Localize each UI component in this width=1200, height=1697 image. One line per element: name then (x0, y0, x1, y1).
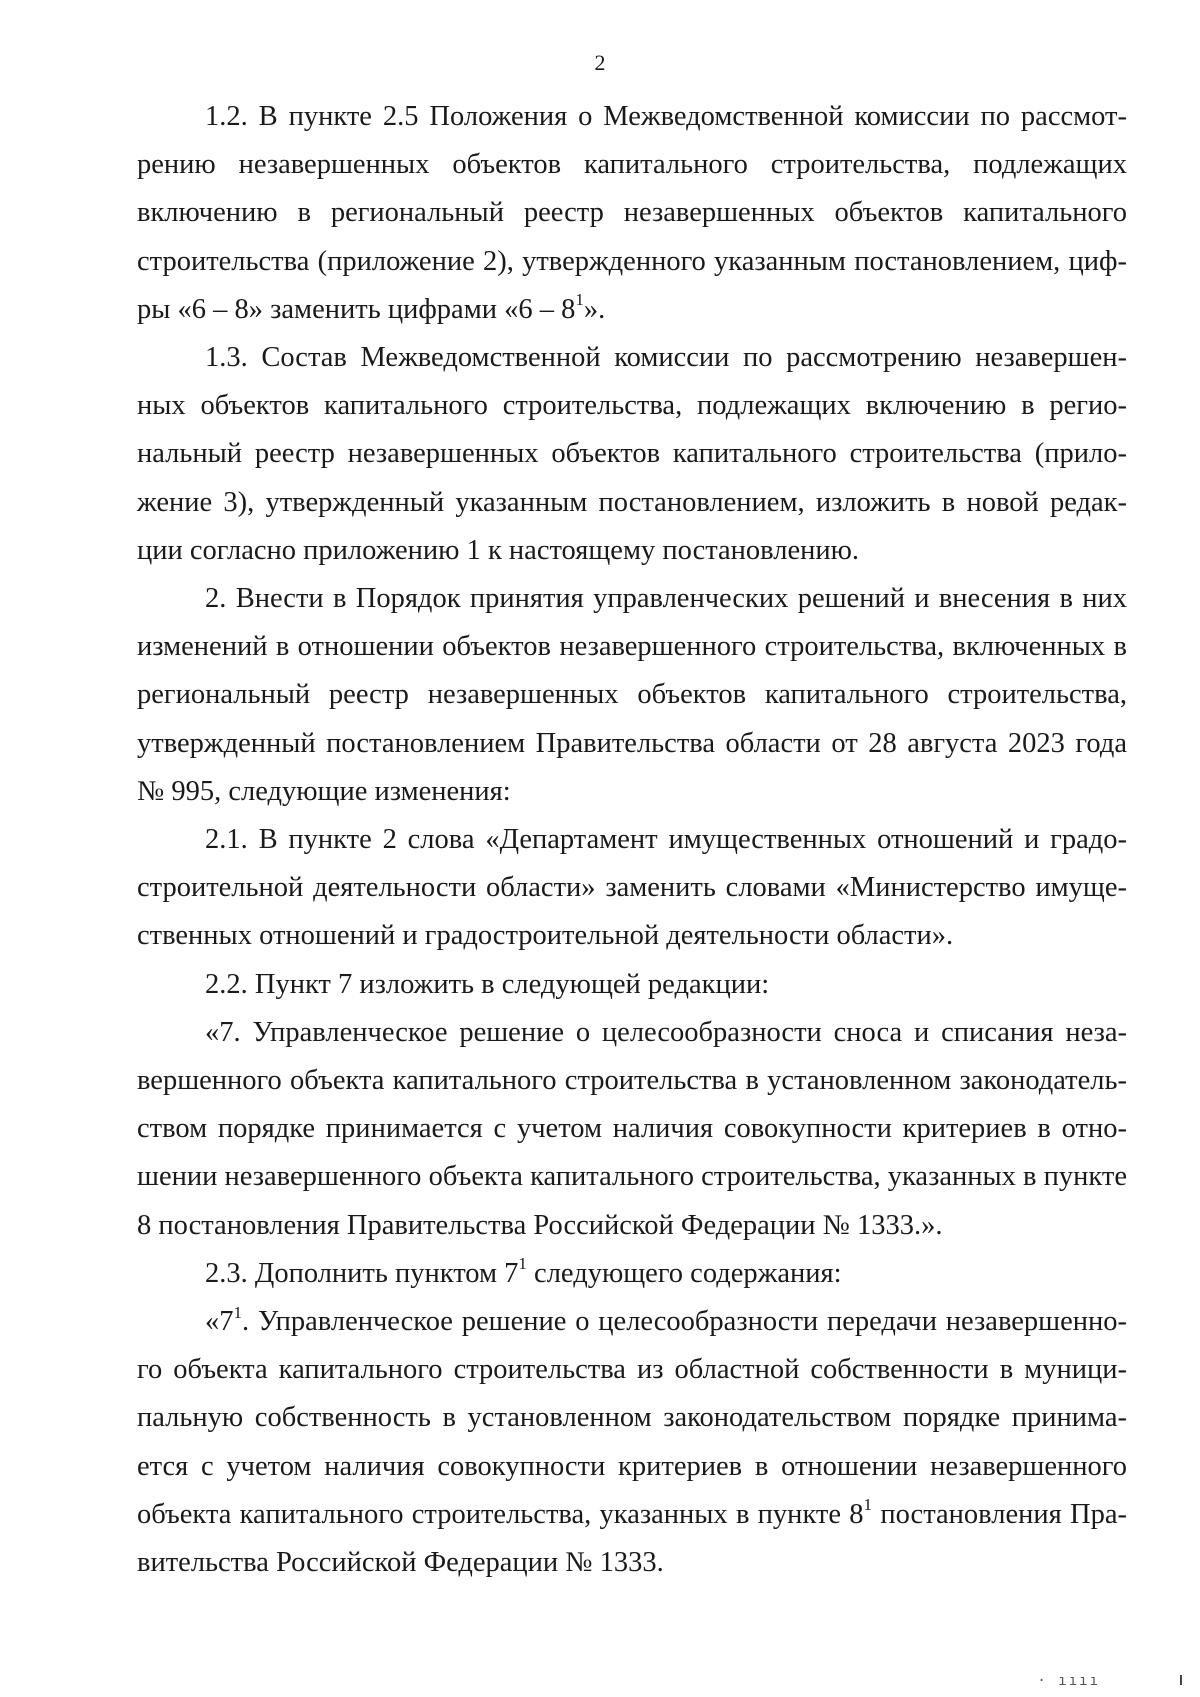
paragraph-1-2: 1.2. В пункте 2.5 Положения о Межведомственной комиссии по рассмотрению незавершенных объектов капитального строительства, подлежащих включению в региональный реестр незавершенных объектов капитального строительства (приложение 2), утвержденного указанным постановлением, цифры «6 – 8» заменить цифрами «$6 - 8^1$». (137, 101, 1127, 325)
paragraph-point-7-1-quote: «$7^1$. Управленческое решение о целесообразности передачи незавершенного объекта капитального строительства из областной собственности в муниципальную собственность в установленном законодательством порядке принимается с учетом наличия совокупности критериев в отношении незавершенного объекта капитального строительства, указанных в пункте $8^1$ постановления Правительства Российской Федерации № 1333. (137, 1302, 1127, 1579)
paragraph-2-2: 2.2. Пункт 7 изложить в следующей редакции: (205, 968, 770, 1000)
page-number: 2 (594, 50, 606, 75)
paragraph-1-3: 1.3. Состав Межведомственной комиссии по рассмотрению незавершенных объектов капитального строительства, подлежащих включению в региональный реестр незавершенных объектов капитального строительства (приложение 3), утвержденный указанным постановлением, изложить в новой редакции согласно приложению 1 к настоящему постановлению. (137, 342, 1127, 566)
superscript: 1 (518, 1254, 527, 1274)
superscript: 1 (863, 1495, 873, 1515)
paragraph-2-1: 2.1. В пункте 2 слова «Департамент имущественных отношений и градостроительной деятельности области» заменить словами «Министерство имущественных отношений и градостроительной деятельности области». (137, 824, 1127, 952)
scan-edge-mark: · ıııı (1037, 1673, 1100, 1689)
paragraph-point-7-quote: «7. Управленческое решение о целесообразности сноса и списания незавершенного объекта капитального строительства в установленном законодательством порядке принимается с учетом наличия совокупности критериев в отношении незавершенного объекта капитального строительства, указанных в пункте 8 постановления Правительства Российской Федерации № 1333.». (137, 1016, 1127, 1241)
superscript: 1 (233, 1302, 242, 1322)
paragraph-2-3: 2.3. Дополнить пунктом $7^1$ следующего содержания: (205, 1254, 842, 1289)
document-body (137, 88, 1127, 1587)
scan-edge-tick (1180, 1675, 1182, 1685)
superscript: 1 (575, 290, 584, 310)
paragraph-2: 2. Внести в Порядок принятия управленческих решений и внесения в них изменений в отношении объектов незавершенного строительства, включенных в региональный реестр незавершенных объектов капитального строительства, утвержденный постановлением Правительства области от 28 августа 2023 года № 995, следующие изменения: (137, 583, 1127, 807)
